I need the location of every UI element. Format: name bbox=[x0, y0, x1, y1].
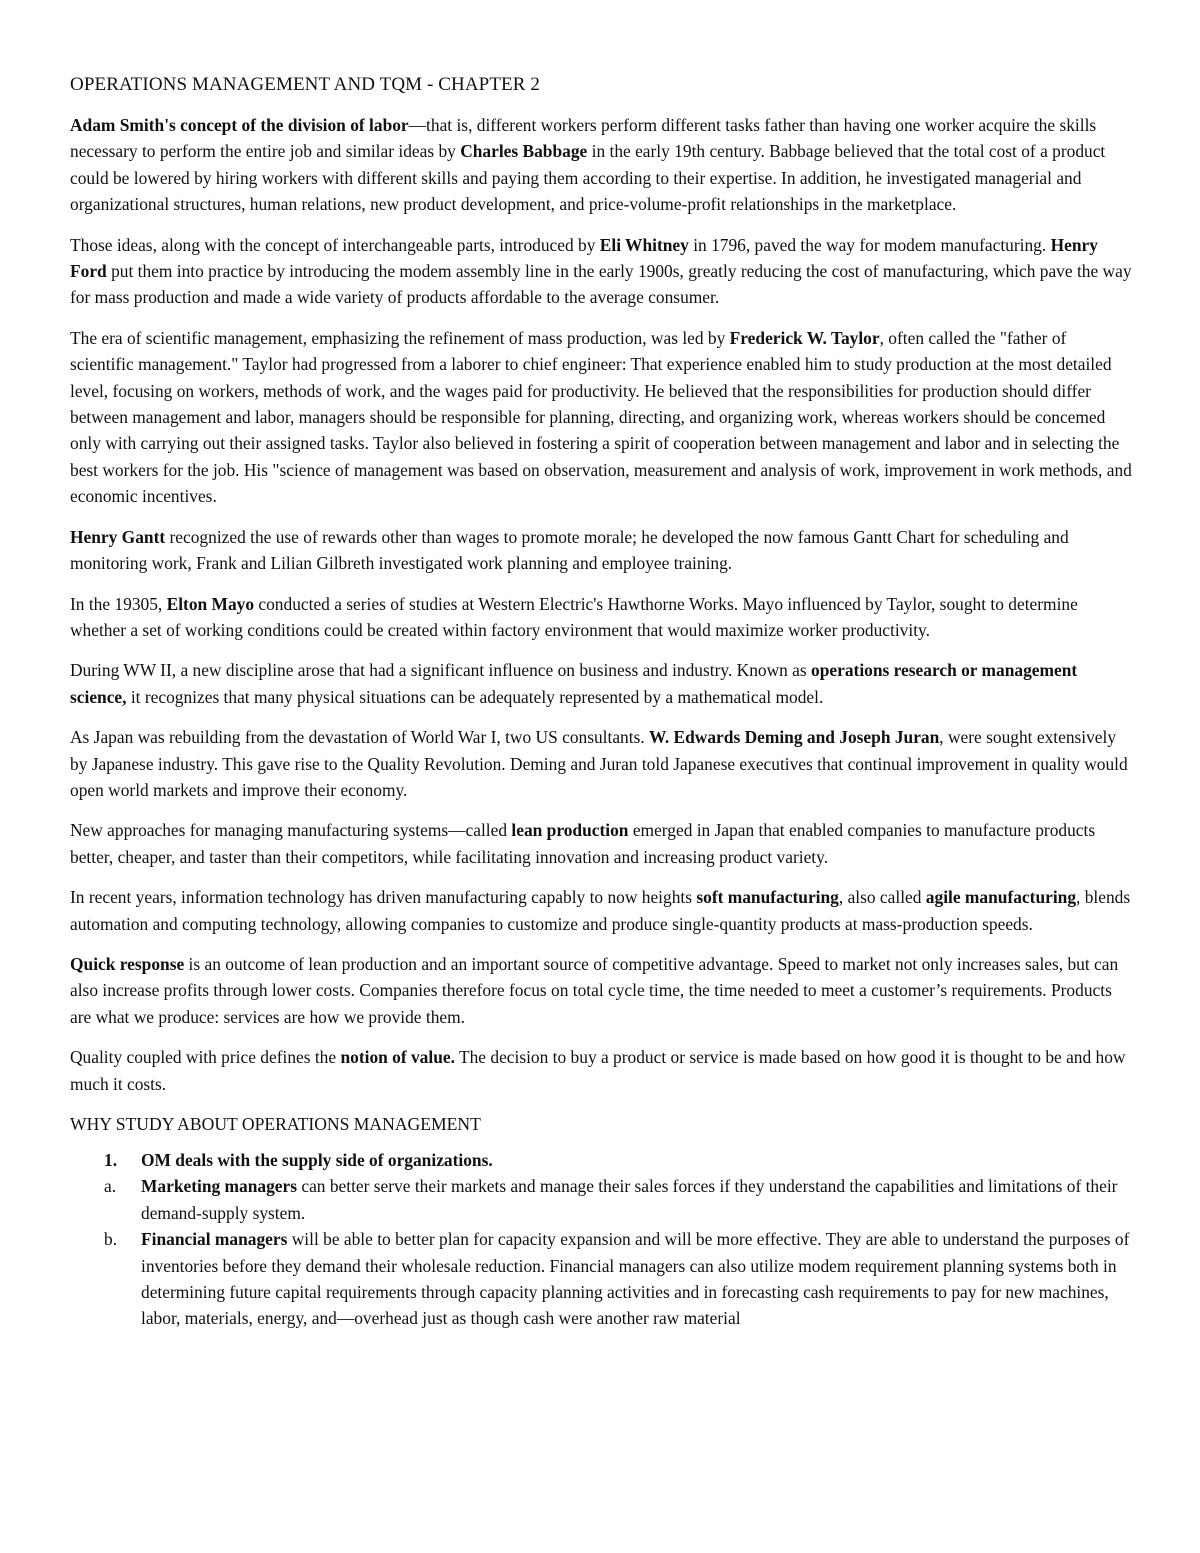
text-run: The decision to buy a product or service is made based on how good it is thought to be and how much it costs. bbox=[70, 1047, 1126, 1094]
bold-term: Marketing managers bbox=[141, 1176, 298, 1197]
text-run: In recent years, information technology has driven manufacturing capably to now heights bbox=[70, 887, 697, 908]
paragraph bbox=[70, 112, 1132, 218]
text-run: —that is, different workers perform different tasks father than having one worker acquire the skills necessary to perform the entire job and similar ideas by bbox=[70, 115, 1097, 162]
bold-term: Financial managers bbox=[141, 1229, 288, 1250]
bold-term: Henry Gantt bbox=[70, 526, 166, 547]
text-run: put them into practice by introducing the modem assembly line in the early 1900s, greatly reducing the cost of manufacturing, which pave the way for mass production and made a wide variety of products affordable to the average consumer. bbox=[70, 261, 1132, 308]
list-item bbox=[70, 1226, 1132, 1332]
document-page bbox=[70, 72, 1132, 1332]
text-run: , blends automation and computing technology, allowing companies to customize and produce single-quantity products at mass-production speeds. bbox=[70, 887, 1131, 934]
text-run: During WW II, a new discipline arose that had a significant influence on business and industry. Known as bbox=[70, 660, 812, 681]
bold-term: Adam Smith's concept of the division of labor bbox=[70, 115, 409, 135]
body-paragraphs bbox=[70, 112, 1132, 1097]
bold-term: Frederick W. Taylor bbox=[729, 327, 880, 348]
text-run: , often called the "father of scientific management." Taylor had progressed from a laborer to chief engineer: That experience enabled him to study production at the most detailed level, focusing on workers, methods of work, and the wages paid for productivity. He believed that the responsibilities for production should differ between management and labor, managers should be responsible for planning, directing, and organizing work, whereas workers should be concemed only with carrying out their assigned tasks. Taylor also believed in fostering a spirit of cooperation between management and labor and in selecting the best workers for the job. His "science of management was based on observation, measurement and analysis of work, improvement in work methods, and economic incentives. bbox=[70, 327, 1132, 507]
text-run: Those ideas, along with the concept of interchangeable parts, introduced by bbox=[70, 234, 600, 255]
paragraph bbox=[70, 657, 1132, 710]
text-run: recognized the use of rewards other than wages to promote morale; he developed the now famous Gantt Chart for scheduling and monitoring work, Frank and Lilian Gilbreth investigated work planning and employee training. bbox=[70, 526, 1069, 574]
bold-term: soft manufacturing bbox=[696, 887, 839, 908]
paragraph bbox=[70, 884, 1132, 937]
text-run: emerged in Japan that enabled companies to manufacture products better, cheaper, and taster than their competitors, while facilitating innovation and increasing product variety. bbox=[70, 820, 1096, 867]
paragraph bbox=[70, 325, 1132, 510]
paragraph bbox=[70, 232, 1132, 311]
bold-term: Henry Ford bbox=[70, 234, 1098, 282]
list-marker: a. bbox=[104, 1176, 117, 1197]
text-run: can better serve their markets and manage their sales forces if they understand the capabilities and limitations of their demand-supply system. bbox=[141, 1176, 1118, 1223]
text-run: In the 19305, bbox=[70, 593, 167, 614]
bold-term: agile manufacturing bbox=[925, 887, 1077, 908]
bold-term: Charles Babbage bbox=[460, 141, 588, 162]
section-heading: WHY STUDY ABOUT OPERATIONS MANAGEMENT bbox=[70, 1114, 481, 1134]
paragraph bbox=[70, 724, 1132, 803]
text-run: will be able to better plan for capacity expansion and will be more effective. They are able to understand the purposes of inventories before they demand their wholesale reduction. Financial managers can also utilize modem requirement planning systems both in determining future capital requirements through capacity planning activities and in forecasting cash requirements to pay for new machines, labor, materials, energy, and—overhead just as though cash were another raw material bbox=[141, 1229, 1130, 1329]
bold-term: lean production bbox=[511, 820, 629, 841]
bold-term: W. Edwards Deming and Joseph Juran bbox=[649, 727, 940, 748]
bold-term: Eli Whitney bbox=[599, 234, 689, 255]
bold-term: Elton Mayo bbox=[166, 593, 255, 614]
paragraph bbox=[70, 817, 1132, 870]
list-item bbox=[70, 1147, 1132, 1173]
text-run: New approaches for managing manufacturing systems—called bbox=[70, 820, 512, 841]
paragraph bbox=[70, 524, 1132, 577]
bold-term: operations research or management science, bbox=[70, 660, 1078, 707]
reasons-list bbox=[70, 1147, 1132, 1332]
list-marker: b. bbox=[104, 1229, 118, 1250]
text-run: , were sought extensively by Japanese industry. This gave rise to the Quality Revolution. Deming and Juran told Japanese executives that continual improvement in quality would open world markets and improve their economy. bbox=[70, 727, 1128, 800]
text-run: is an outcome of lean production and an important source of competitive advantage. Speed to market not only increases sales, but can also increase profits through lower costs. Companies therefore focus on total cycle time, the time needed to meet a customer’s requirements. Products are what we produce: services are how we provide them. bbox=[70, 953, 1119, 1027]
text-run: in the early 19th century. Babbage believed that the total cost of a product could be lowered by hiring workers with different skills and paying them according to their expertise. In addition, he investigated managerial and organizational structures, human relations, new product development, and price-volume-profit relationships in the marketplace. bbox=[70, 141, 1106, 215]
text-run: in 1796, paved the way for modem manufacturing. bbox=[688, 234, 1051, 255]
paragraph bbox=[70, 591, 1132, 644]
text-run: As Japan was rebuilding from the devastation of World War I, two US consultants. bbox=[70, 727, 650, 748]
text-run: , also called bbox=[838, 887, 926, 908]
text-run: Quality coupled with price defines the bbox=[70, 1047, 341, 1068]
text-run: it recognizes that many physical situations can be adequately represented by a mathematical model. bbox=[126, 686, 824, 707]
bold-term: notion of value. bbox=[340, 1047, 455, 1068]
paragraph bbox=[70, 1044, 1132, 1097]
document-title: OPERATIONS MANAGEMENT AND TQM - CHAPTER 2 bbox=[70, 74, 540, 95]
text-run: conducted a series of studies at Western Electric's Hawthorne Works. Mayo influenced by Taylor, sought to determine whether a set of working conditions could be created within factory environment that would maximize worker productivity. bbox=[70, 593, 1078, 640]
list-marker: 1. bbox=[104, 1150, 118, 1170]
paragraph bbox=[70, 951, 1132, 1030]
bold-term: OM deals with the supply side of organizations. bbox=[141, 1150, 493, 1170]
list-item bbox=[70, 1173, 1132, 1226]
bold-term: Quick response bbox=[70, 953, 185, 974]
text-run: The era of scientific management, emphasizing the refinement of mass production, was led by bbox=[70, 327, 730, 348]
